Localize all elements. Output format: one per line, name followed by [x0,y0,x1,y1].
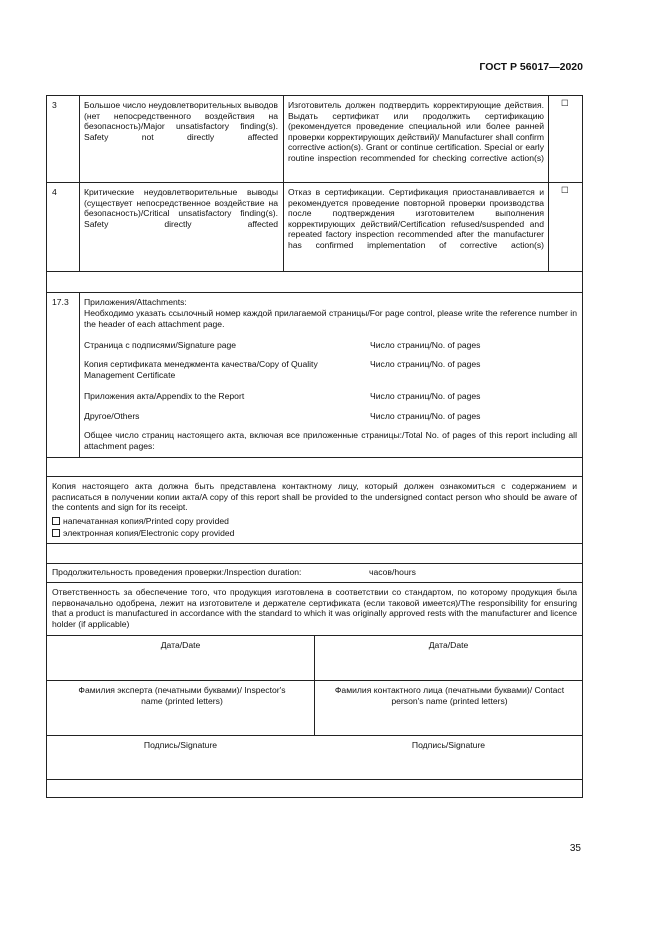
divider [47,457,582,458]
finding-checkbox[interactable]: ☐ [561,185,569,195]
copy-notice: Копия настоящего акта должна быть представлена контактному лицу, который должен ознакомиться с содержанием и расписаться в получении копии акта/A copy of this report shall be provided to the undersigned contact person who should be aware of the contents and sign for its receipt. [52,481,577,513]
date-field-right[interactable]: Дата/Date [428,640,469,650]
finding-description: Критические неудовлетворительные выводы (существует непосредственное воздействие на безопасность)/Critical unsatisfactory finding(s). Safety directly affected [84,187,278,229]
finding-number: 4 [52,187,57,197]
divider [47,271,582,272]
checkbox-icon[interactable] [52,517,60,525]
report-form [46,95,583,798]
signature-field-left[interactable]: Подпись/Signature [143,740,218,750]
attachment-pages: Число страниц/No. of pages [370,359,481,369]
attachment-pages: Число страниц/No. of pages [370,411,481,421]
divider [47,563,582,564]
contact-name-field[interactable]: Фамилия контактного лица (печатными буквами)/ Contact person's name (printed letters) [334,685,565,706]
divider [47,582,582,583]
attachment-label: Копия сертификата менеджмента качества/Copy of Quality Management Certificate [84,359,318,380]
attachment-label: Другое/Others [84,411,140,421]
copy-option-printed[interactable]: напечатанная копия/Printed copy provided [52,516,229,527]
section-number: 17.3 [52,297,69,307]
divider [79,292,80,457]
attachments-title: Приложения/Attachments: [84,297,187,307]
page-number: 35 [569,843,581,854]
attachment-label: Приложения акта/Appendix to the Report [84,391,245,401]
signature-field-right[interactable]: Подпись/Signature [411,740,486,750]
divider [47,779,582,780]
attachment-label: Страница с подписями/Signature page [84,340,237,350]
divider [79,182,80,271]
divider [548,96,549,271]
divider [47,543,582,544]
finding-action: Отказ в сертификации. Сертификация приостанавливается и рекомендуется проведение повторной проверки производства после подтверждения изготовителем выполнения корректирующих действий/Certification refused/suspended and repeated factory inspection recommended after the manufacturer has confirmed implementation of corrective action(s) [288,187,544,250]
duration-unit: часов/hours [369,567,416,577]
divider [47,735,582,736]
finding-number: 3 [52,100,57,110]
finding-checkbox[interactable]: ☐ [561,98,569,108]
divider [47,292,582,293]
attachments-instruction: Необходимо указать ссылочный номер каждой прилагаемой страницы/For page control, please write the reference number in the header of each attachment page. [84,308,577,329]
duration-label: Продолжительность проведения проверки:/Inspection duration: [52,567,302,577]
attachments-total: Общее число страниц настоящего акта, включая все приложенные страницы:/Total No. of pages of this report including all attachment pages: [84,430,577,451]
divider [79,96,80,182]
copy-option-electronic[interactable]: электронная копия/Electronic copy provided [52,528,234,539]
inspector-name-field[interactable]: Фамилия эксперта (печатными буквами)/ Inspector's name (printed letters) [78,685,286,706]
document-id: ГОСТ Р 56017—2020 [479,61,583,73]
attachment-pages: Число страниц/No. of pages [370,391,481,401]
divider [47,476,582,477]
date-field-left[interactable]: Дата/Date [160,640,201,650]
finding-description: Большое число неудовлетворительных выводов (нет непосредственного воздействия на безопасность)/Major unsatisfactory finding(s). Safety not directly affected [84,100,278,142]
attachment-pages: Число страниц/No. of pages [370,340,481,350]
finding-action: Изготовитель должен подтвердить корректирующие действия. Выдать сертификат или продолжить сертификацию (рекомендуется проведение специальной или более ранней проверки корректирующих действий)/ Manufacturer shall confirm corrective action(s). Grant or continue certification. Special or early routine inspection recommended for checking corrective action(s) [288,100,544,163]
divider [283,96,284,271]
responsibility-statement: Ответственность за обеспечение того, что продукция изготовлена в соответствии со стандартом, по которому продукция была первоначально одобрена, лежит на изготовителе и держателе сертификата (если таковой имеется)/The responsibility for ensuring that a product is manufactured in accordance with the standard to which it was originally approved rests with the manufacturer and licence holder (if applicable) [52,587,577,629]
checkbox-icon[interactable] [52,529,60,537]
divider [47,182,582,183]
